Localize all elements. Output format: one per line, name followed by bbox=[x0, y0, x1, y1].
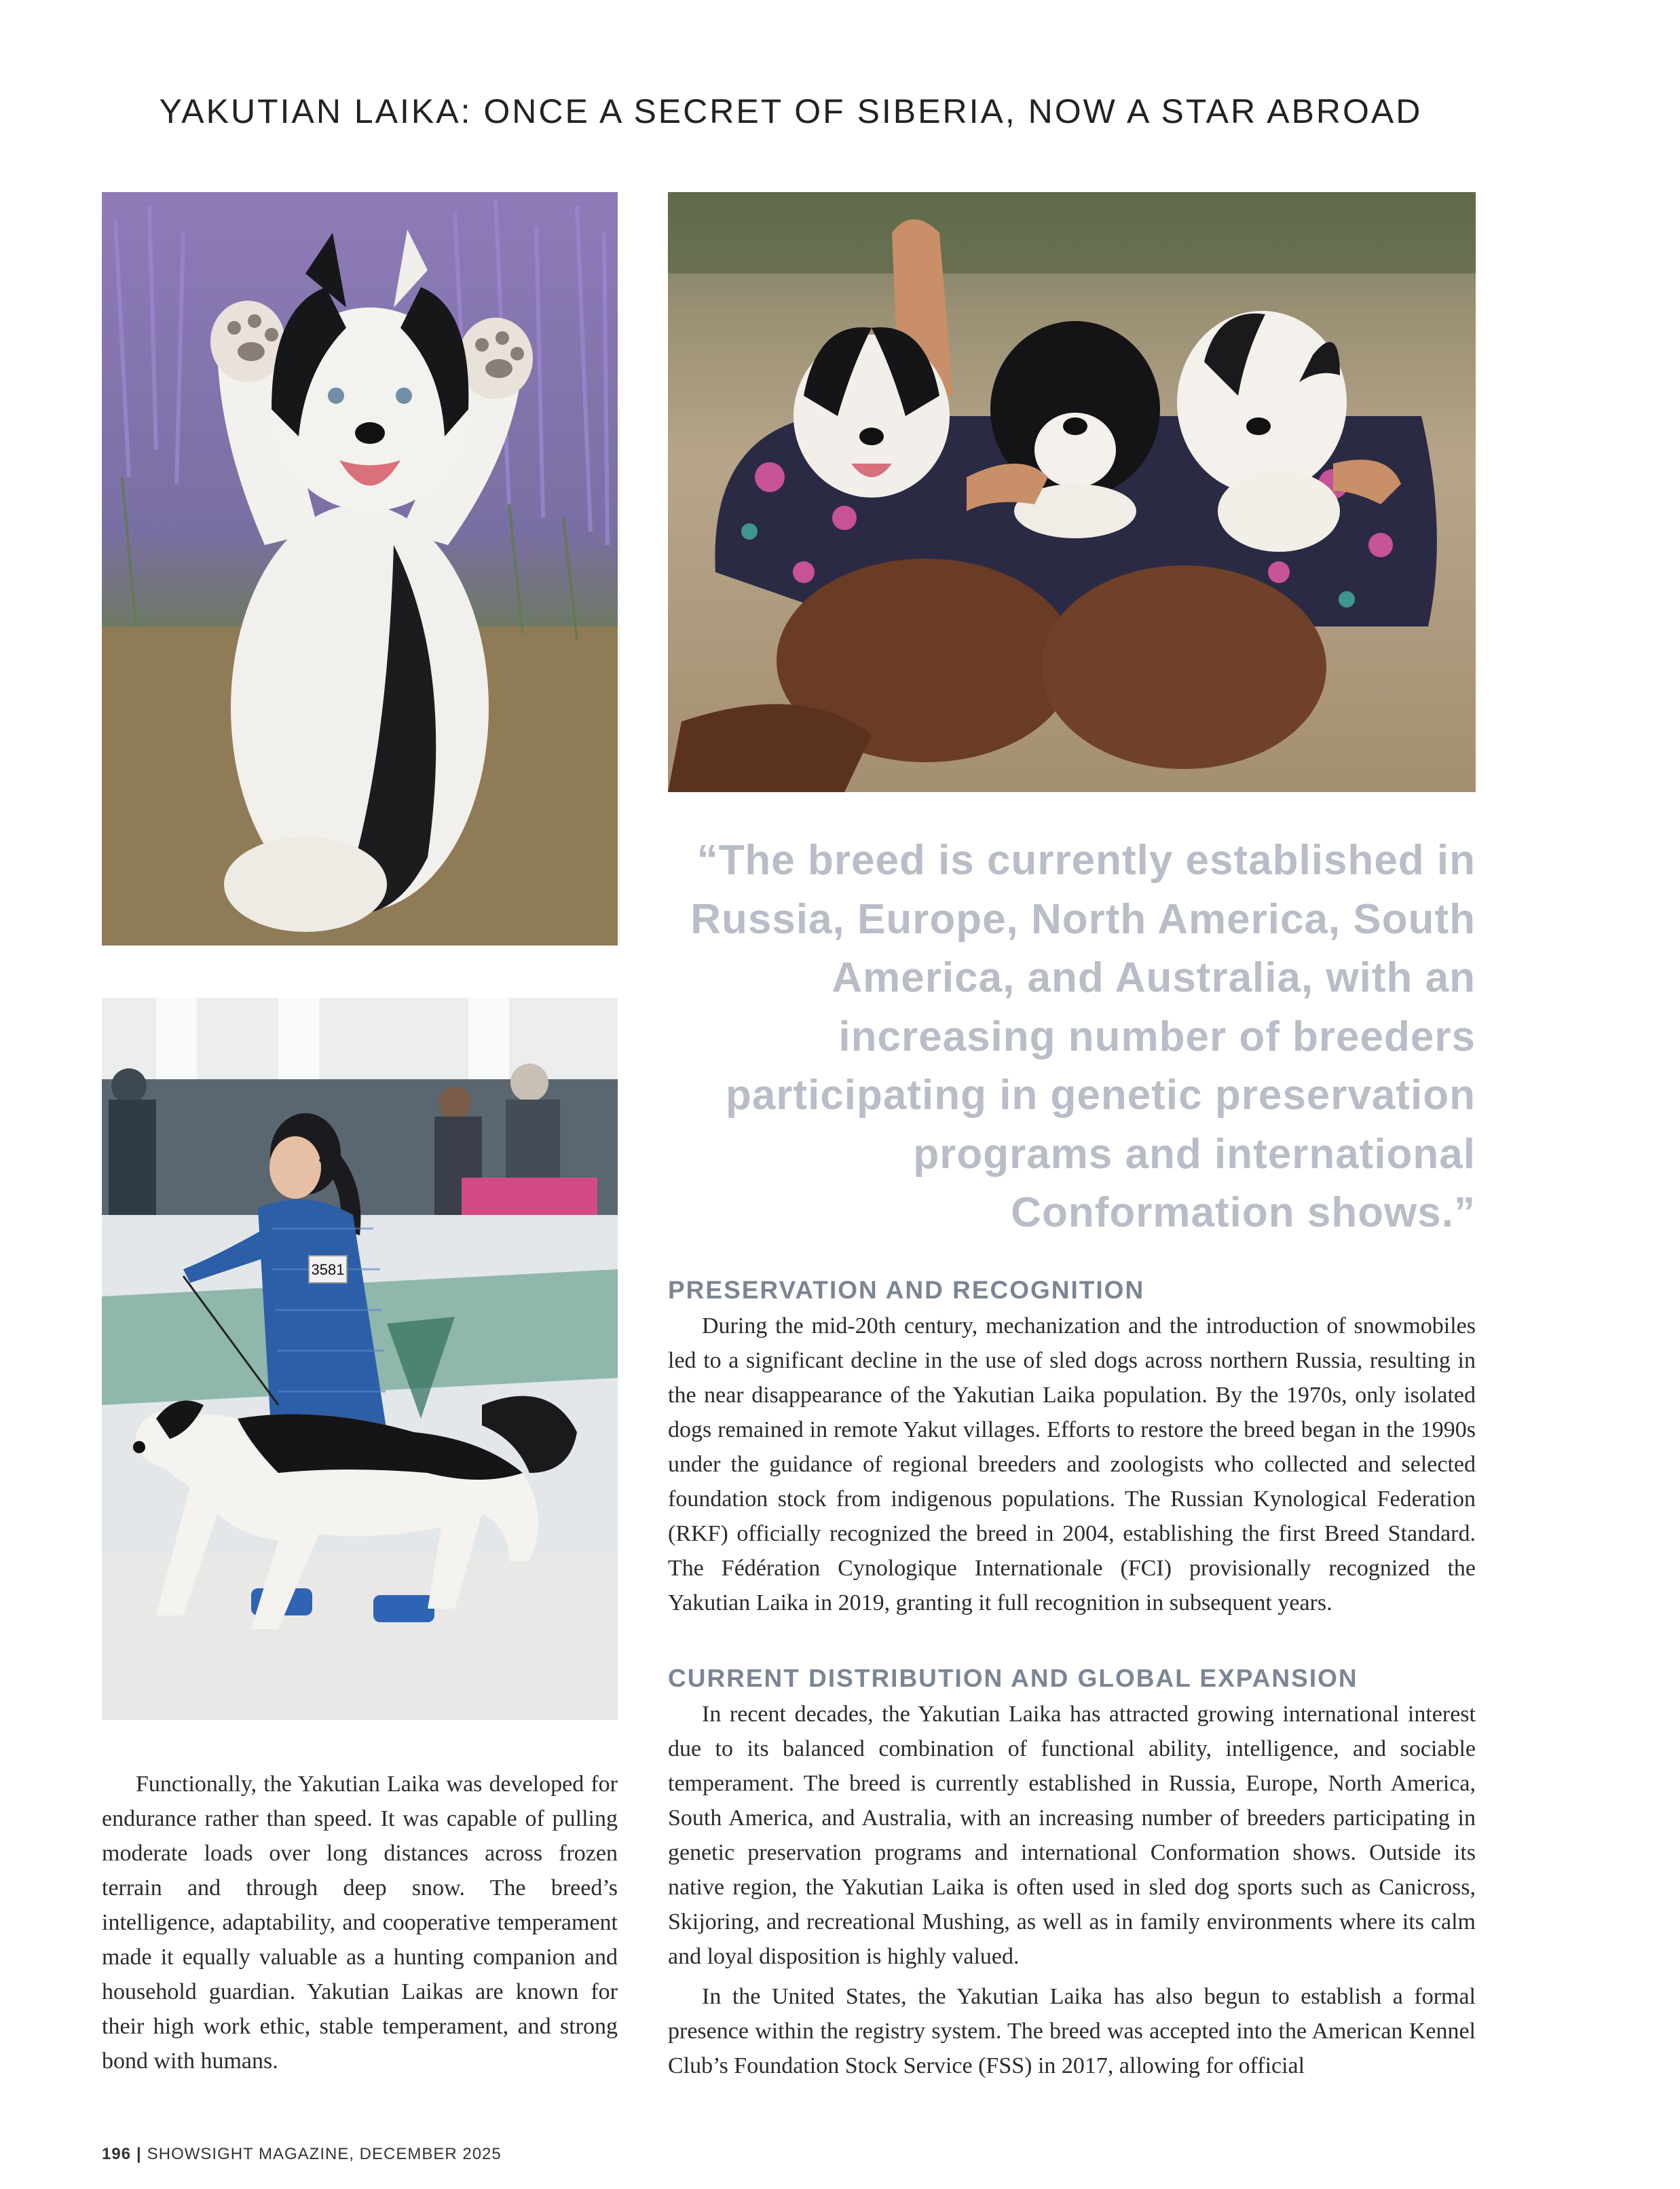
page-number: 196 bbox=[102, 2145, 132, 2163]
section-heading-distribution: CURRENT DISTRIBUTION AND GLOBAL EXPANSION bbox=[668, 1664, 1358, 1692]
page-footer bbox=[102, 2145, 502, 2164]
functional-body bbox=[102, 1767, 618, 2078]
section-heading-preservation: PRESERVATION AND RECOGNITION bbox=[668, 1276, 1145, 1304]
preservation-body bbox=[668, 1309, 1476, 1620]
footer-separator: | bbox=[136, 2145, 142, 2163]
paragraph: In recent decades, the Yakutian Laika has attracted growing international interest due to its balanced combination of functional ability, intelligence, and sociable temperament. The breed is currently established in Russia, Europe, North America, South America, and Australia, with an increasing number of breeders participating in genetic preservation programs and international Conformation shows. Outside its native region, the Yakutian Laika is often used in sled dog sports such as Canicross, Skijoring, and recreational Mushing, as well as in family environments where its calm and loyal disposition is highly valued. bbox=[668, 1702, 1476, 1969]
paragraph: In the United States, the Yakutian Laika has also begun to establish a formal presence within the registry system. The breed was accepted into the American Kennel Club’s Foundation Stock Service (FSS) in 2017, allowing for official bbox=[668, 1984, 1476, 2078]
photo-children-with-puppies bbox=[668, 192, 1476, 792]
pull-quote: “The breed is currently established in Russia, Europe, North America, South America, and Australia, with an increasing number of breeders participating in genetic preservation programs and international Conformation shows.” bbox=[690, 837, 1476, 1236]
show-ring-illustration bbox=[102, 998, 618, 1720]
photo-show-ring-handler bbox=[102, 998, 618, 1720]
publication-name: SHOWSIGHT MAGAZINE, DECEMBER 2025 bbox=[147, 2145, 502, 2163]
bib-number: 3581 bbox=[311, 1261, 345, 1278]
page-title: YAKUTIAN LAIKA: ONCE A SECRET OF SIBERIA, NOW A STAR ABROAD bbox=[159, 92, 1423, 130]
puppies-illustration bbox=[668, 192, 1476, 792]
dog-lavender-illustration bbox=[102, 192, 618, 946]
paragraph: During the mid-20th century, mechanization and the introduction of snowmobiles led to a significant decline in the use of sled dogs across northern Russia, resulting in the near disappearance of the Yakutian Laika population. By the 1970s, only isolated dogs remained in remote Yakut villages. Efforts to restore the breed began in the 1990s under the guidance of regional breeders and zoologists who collected and selected foundation stock from indigenous populations. The Russian Kynological Federation (RKF) officially recognized the breed in 2004, establishing the first Breed Standard. The Fédération Cynologique Internationale (FCI) provisionally recognized the Yakutian Laika in 2019, granting it full recognition in subsequent years. bbox=[668, 1313, 1476, 1615]
distribution-body bbox=[668, 1697, 1476, 2083]
paragraph: Functionally, the Yakutian Laika was developed for endurance rather than speed. It was capable of pulling moderate loads over long distances across frozen terrain and through deep snow. The breed’s intelligence, adaptability, and cooperative temperament made it equally valuable as a hunting companion and household guardian. Yakutian Laikas are known for their high work ethic, stable temperament, and strong bond with humans. bbox=[102, 1772, 618, 2074]
photo-dog-paws-up bbox=[102, 192, 618, 946]
